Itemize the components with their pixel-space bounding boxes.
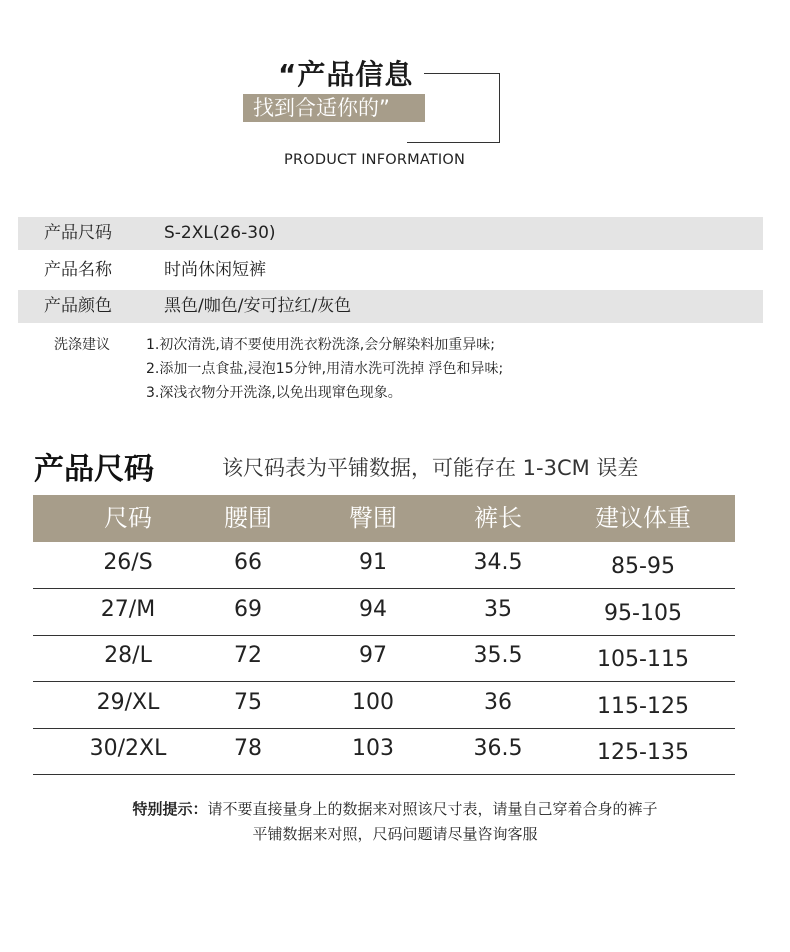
- table-row: [33, 588, 735, 636]
- table-cell: 34.5: [473, 550, 523, 575]
- tip-line-2: 平铺数据来对照，尺码问题请尽量咨询客服: [252, 825, 538, 843]
- table-cell: 125-135: [597, 740, 689, 765]
- table-cell: 35: [484, 597, 512, 622]
- wash-line: 3.深浅衣物分开洗涤,以免出现窜色现象。: [146, 385, 402, 401]
- table-cell: 105-115: [597, 647, 689, 672]
- info-row-size: [18, 217, 763, 250]
- table-cell: 28/L: [104, 643, 152, 668]
- column-header: 臀围: [349, 504, 397, 532]
- wash-line: 1.初次清洗,请不要使用洗衣粉洗涤,会分解染料加重异味;: [146, 337, 495, 353]
- table-cell: 72: [234, 643, 262, 668]
- wash-label: 洗涤建议: [54, 337, 110, 353]
- table-cell: 27/M: [100, 597, 156, 622]
- column-header: 尺码: [104, 504, 152, 532]
- info-label: 产品名称: [44, 260, 112, 280]
- table-cell: 36.5: [473, 736, 523, 761]
- column-header: 建议体重: [595, 504, 691, 532]
- info-value: 时尚休闲短裤: [164, 260, 266, 280]
- table-cell: 103: [352, 736, 394, 761]
- size-note: 该尺码表为平铺数据，可能存在 1-3CM 误差: [222, 456, 639, 480]
- table-cell: 66: [234, 550, 262, 575]
- table-cell: 26/S: [103, 550, 153, 575]
- wash-line: 2.添加一点食盐,浸泡15分钟,用清水洗可洗掉 浮色和异味;: [146, 361, 504, 377]
- frame-line-bottom: [407, 142, 500, 143]
- section-title: “产品信息: [278, 58, 414, 91]
- size-heading: 产品尺码: [34, 452, 154, 487]
- table-cell: 91: [359, 550, 387, 575]
- section-english-title: PRODUCT INFORMATION: [284, 152, 466, 168]
- frame-line-right: [499, 73, 500, 143]
- tip-prefix: 特别提示：: [132, 800, 208, 818]
- table-cell: 95-105: [604, 601, 682, 626]
- table-cell: 35.5: [473, 643, 523, 668]
- section-subtitle: 找到合适你的”: [253, 96, 390, 120]
- tip-line-1: 请不要直接量身上的数据来对照该尺寸表，请量自己穿着合身的裤子: [207, 800, 658, 818]
- table-row: [33, 681, 735, 729]
- column-header: 腰围: [224, 504, 272, 532]
- frame-line-top: [424, 73, 500, 74]
- table-cell: 85-95: [611, 554, 675, 579]
- info-value: S-2XL(26-30): [164, 223, 276, 243]
- info-row-color: [18, 290, 763, 323]
- table-cell: 115-125: [597, 694, 689, 719]
- info-row-name: [18, 254, 763, 287]
- table-cell: 30/2XL: [89, 736, 167, 761]
- table-row: [33, 727, 735, 775]
- table-cell: 100: [352, 690, 394, 715]
- special-tip: [0, 798, 790, 819]
- table-cell: 29/XL: [96, 690, 160, 715]
- table-cell: 75: [234, 690, 262, 715]
- table-cell: 69: [234, 597, 262, 622]
- info-value: 黑色/咖色/安可拉红/灰色: [164, 296, 352, 316]
- info-label: 产品尺码: [44, 223, 112, 243]
- table-row: [33, 634, 735, 682]
- table-row: [33, 541, 735, 589]
- table-cell: 97: [359, 643, 387, 668]
- size-table-header: [33, 495, 735, 542]
- table-cell: 78: [234, 736, 262, 761]
- table-cell: 94: [359, 597, 387, 622]
- table-cell: 36: [484, 690, 512, 715]
- column-header: 裤长: [474, 504, 522, 532]
- info-label: 产品颜色: [44, 296, 112, 316]
